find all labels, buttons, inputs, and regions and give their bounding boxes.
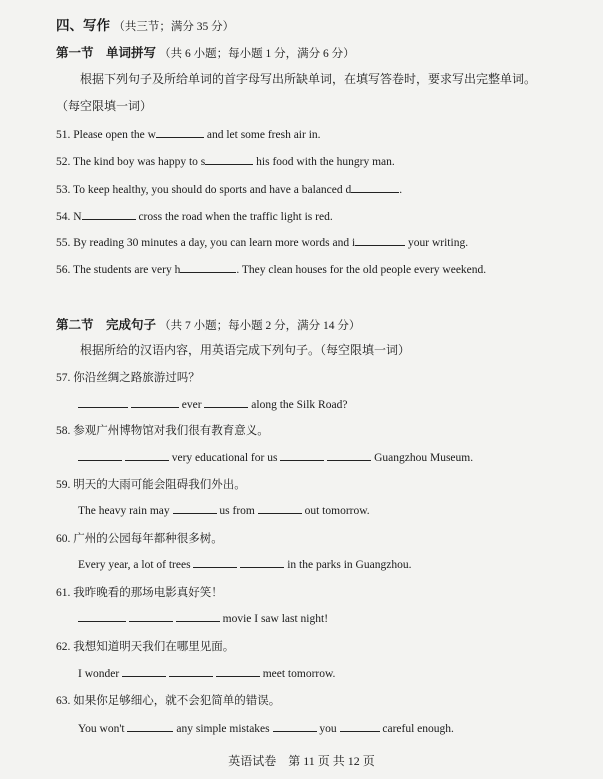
sentence-text: Every year, a lot of trees (78, 559, 191, 571)
question-text: and let some fresh air in. (206, 129, 321, 141)
question-text: The kind boy was happy to s (73, 156, 206, 168)
sentence-text: You won't (78, 723, 125, 735)
question-61-prompt (56, 584, 223, 600)
question-text: cross the road when the traffic light is red. (138, 211, 333, 223)
answer-blank[interactable] (78, 396, 128, 408)
question-60-answer (78, 556, 411, 571)
question-number: 51. (56, 129, 71, 141)
part1-title: 第一节 单词拼写 (56, 46, 157, 60)
answer-blank[interactable] (122, 665, 166, 677)
section-note: （共三节；满分 35 分） (113, 21, 235, 33)
sentence-text: out tomorrow. (304, 505, 370, 517)
question-chinese: 你沿丝绸之路旅游过吗？ (73, 372, 200, 384)
question-number: 59. (56, 479, 71, 491)
sentence-text: movie I saw last night! (222, 613, 329, 625)
section-heading (56, 14, 234, 34)
answer-blank[interactable] (258, 502, 302, 514)
answer-blank[interactable] (351, 181, 399, 193)
sentence-text: any simple mistakes (176, 723, 270, 735)
answer-blank[interactable] (280, 449, 324, 461)
question-62-prompt (56, 638, 234, 654)
question-number: 63. (56, 695, 71, 707)
question-54 (56, 208, 333, 223)
sentence-text: ever (181, 399, 202, 411)
question-text: By reading 30 minutes a day, you can learn more words and i (73, 237, 356, 249)
question-58-answer (78, 449, 473, 464)
answer-blank[interactable] (156, 126, 204, 138)
question-number: 61. (56, 587, 71, 599)
question-57-answer (78, 396, 347, 411)
answer-blank[interactable] (273, 720, 317, 732)
sentence-text: very educational for us (171, 452, 278, 464)
sentence-text: meet tomorrow. (262, 668, 336, 680)
question-number: 52. (56, 156, 71, 168)
question-chinese: 参观广州博物馆对我们很有教育意义。 (73, 425, 269, 437)
part1-instruction: 根据下列句子及所给单词的首字母写出所缺单词，在填写答卷时，要求写出完整单词。 (80, 72, 537, 86)
question-text: . They clean houses for the old people every weekend. (236, 264, 487, 276)
answer-blank[interactable] (78, 449, 122, 461)
question-text: To keep healthy, you should do sports and have a balanced d (73, 184, 352, 196)
part1-instruction-note: （每空限填一词） (56, 99, 153, 113)
question-53 (56, 181, 402, 196)
question-number: 53. (56, 184, 71, 196)
part1-note: （共 6 小题；每小题 1 分，满分 6 分） (159, 48, 355, 60)
sentence-text: Guangzhou Museum. (374, 452, 474, 464)
question-59-prompt (56, 476, 246, 492)
question-51 (56, 126, 321, 141)
question-55 (56, 234, 468, 249)
question-text: . (399, 184, 403, 196)
question-52 (56, 153, 395, 168)
question-number: 58. (56, 425, 71, 437)
question-62-answer (78, 665, 335, 680)
question-chinese: 广州的公园每年都种很多树。 (73, 533, 223, 545)
answer-blank[interactable] (173, 502, 217, 514)
part2-instruction: 根据所给的汉语内容，用英语完成下列句子。（每空限填一词） (80, 343, 411, 357)
sentence-text: along the Silk Road? (251, 399, 348, 411)
sentence-text: I wonder (78, 668, 120, 680)
answer-blank[interactable] (82, 208, 136, 220)
answer-blank[interactable] (204, 396, 248, 408)
page-footer: 英语试卷 第 11 页 共 12 页 (228, 754, 375, 768)
question-text: your writing. (408, 237, 469, 249)
section-title: 四、写作 (56, 18, 110, 33)
question-number: 62. (56, 641, 71, 653)
answer-blank[interactable] (355, 234, 405, 246)
question-57-prompt (56, 369, 200, 385)
answer-blank[interactable] (78, 610, 126, 622)
question-number: 60. (56, 533, 71, 545)
answer-blank[interactable] (193, 556, 237, 568)
part2-title: 第二节 完成句子 (56, 318, 157, 332)
answer-blank[interactable] (205, 153, 253, 165)
answer-blank[interactable] (129, 610, 173, 622)
answer-blank[interactable] (240, 556, 284, 568)
part1-heading (56, 43, 355, 61)
sentence-text: in the parks in Guangzhou. (287, 559, 412, 571)
answer-blank[interactable] (131, 396, 179, 408)
answer-blank[interactable] (327, 449, 371, 461)
answer-blank[interactable] (169, 665, 213, 677)
answer-blank[interactable] (127, 720, 173, 732)
question-number: 55. (56, 237, 71, 249)
question-63-prompt (56, 692, 280, 708)
question-chinese: 我想知道明天我们在哪里见面。 (73, 641, 235, 653)
question-63-answer (78, 720, 454, 735)
question-text: The students are very h (73, 264, 181, 276)
question-number: 54. (56, 211, 71, 223)
question-text: his food with the hungry man. (256, 156, 395, 168)
question-59-answer (78, 502, 370, 517)
answer-blank[interactable] (176, 610, 220, 622)
sentence-text: you (319, 723, 337, 735)
part2-note: （共 7 小题；每小题 2 分，满分 14 分） (159, 320, 361, 332)
part2-heading (56, 315, 360, 333)
question-text: N (73, 211, 82, 223)
sentence-text: us from (219, 505, 255, 517)
question-58-prompt (56, 422, 269, 438)
answer-blank[interactable] (125, 449, 169, 461)
question-number: 56. (56, 264, 71, 276)
question-60-prompt (56, 530, 223, 546)
sentence-text: careful enough. (382, 723, 454, 735)
sentence-text: The heavy rain may (78, 505, 170, 517)
answer-blank[interactable] (340, 720, 380, 732)
question-chinese: 如果你足够细心，就不会犯简单的错误。 (73, 695, 281, 707)
question-number: 57. (56, 372, 71, 384)
question-text: Please open the w (73, 129, 156, 141)
answer-blank[interactable] (180, 261, 236, 273)
question-61-answer (78, 610, 328, 625)
question-chinese: 我昨晚看的那场电影真好笑！ (73, 587, 223, 599)
answer-blank[interactable] (216, 665, 260, 677)
question-chinese: 明天的大雨可能会阻碍我们外出。 (73, 479, 246, 491)
question-56 (56, 261, 486, 276)
